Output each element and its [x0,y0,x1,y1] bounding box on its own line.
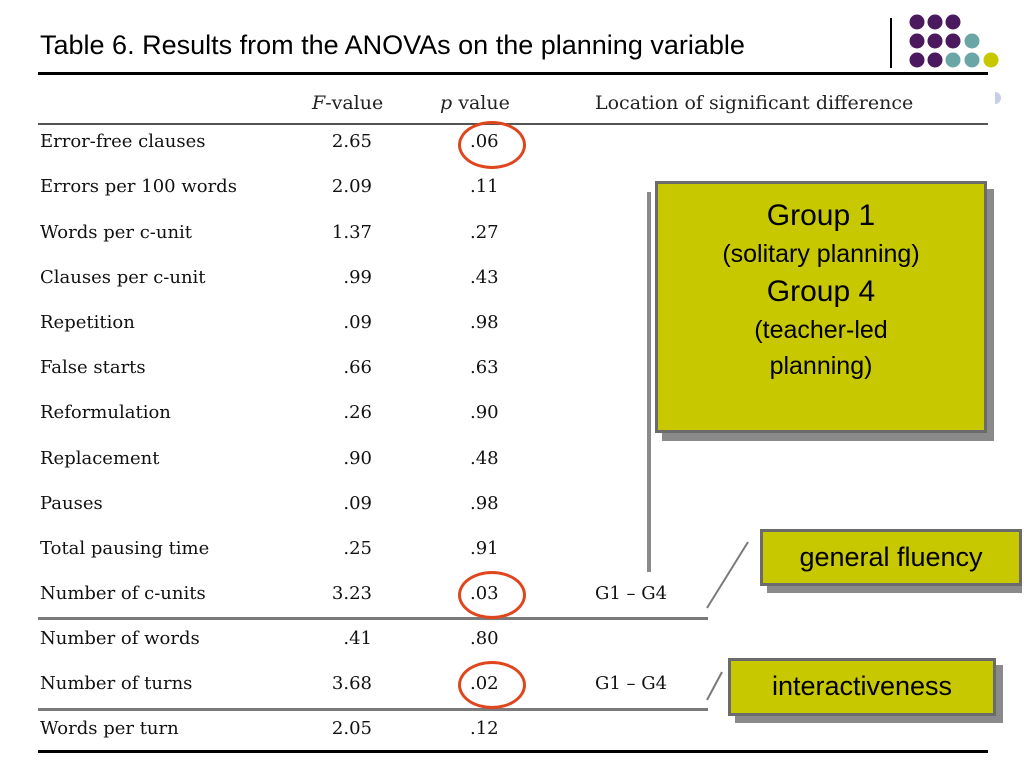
p-value-cell: .90 [470,402,499,423]
row-label: Words per turn [40,718,179,739]
highlight-circle [458,571,526,619]
p-value-cell: .12 [470,718,499,739]
f-value-cell: .26 [343,402,372,423]
highlight-circle [458,121,526,169]
row-label: False starts [40,357,146,378]
row-label: Error-free clauses [40,131,206,152]
row-separator [38,708,708,711]
f-value-cell: 3.68 [331,673,372,694]
p-value-cell: .11 [470,176,499,197]
f-value-cell: 2.05 [331,718,372,739]
f-value-cell: .99 [343,267,372,288]
p-value-cell: .48 [470,448,499,469]
f-value-cell: 3.23 [331,583,372,604]
row-label: Repetition [40,312,135,333]
p-value-cell: .91 [470,538,499,559]
f-value-cell: .09 [343,493,372,514]
row-separator [38,617,708,620]
p-value-cell: .98 [470,493,499,514]
group1-desc: (solitary planning) [722,240,920,268]
row-label: Total pausing time [40,538,210,559]
group4-desc-line2: planning) [769,352,873,380]
f-value-cell: .90 [343,448,372,469]
p-value-cell: .02 [470,673,499,694]
slide-title: Table 6. Results from the ANOVAs on the planning variable [40,30,745,60]
f-value-cell: .66 [343,357,372,378]
header-location: Location of significant difference [595,92,914,114]
f-value-cell: .25 [343,538,372,559]
group1-label: Group 1 [766,199,876,232]
p-value-cell: .98 [470,312,499,333]
f-value-cell: 2.09 [331,176,372,197]
highlight-circle [458,661,526,709]
f-value-cell: 2.65 [331,131,372,152]
row-label: Pauses [40,493,103,514]
row-label: Reformulation [40,402,171,423]
row-label: Errors per 100 words [40,176,237,197]
f-value-cell: .41 [343,628,372,649]
row-label: Words per c-unit [40,222,193,243]
p-value-cell: .06 [470,131,499,152]
p-value-cell: .27 [470,222,499,243]
location-cell: G1 – G4 [595,583,668,604]
location-cell: G1 – G4 [595,673,668,694]
row-label: Clauses per c-unit [40,267,206,288]
f-value-cell: 1.37 [331,222,372,243]
header-f-value: F-value [312,92,384,114]
general-fluency-callout: general fluency [760,529,1022,586]
interactiveness-callout: interactiveness [728,658,996,716]
f-value-cell: .09 [343,312,372,333]
header-p-value: p value [440,92,510,114]
row-label: Number of turns [40,673,193,694]
table-bottom-rule [38,750,988,753]
group4-desc-line1: (teacher-led [754,316,888,344]
p-value-cell: .80 [470,628,499,649]
group4-label: Group 4 [766,275,876,308]
group-callout [655,181,987,433]
row-label: Number of c-units [40,583,206,604]
p-value-cell: .63 [470,357,499,378]
p-value-cell: .03 [470,583,499,604]
row-label: Replacement [40,448,160,469]
row-label: Number of words [40,628,200,649]
p-value-cell: .43 [470,267,499,288]
